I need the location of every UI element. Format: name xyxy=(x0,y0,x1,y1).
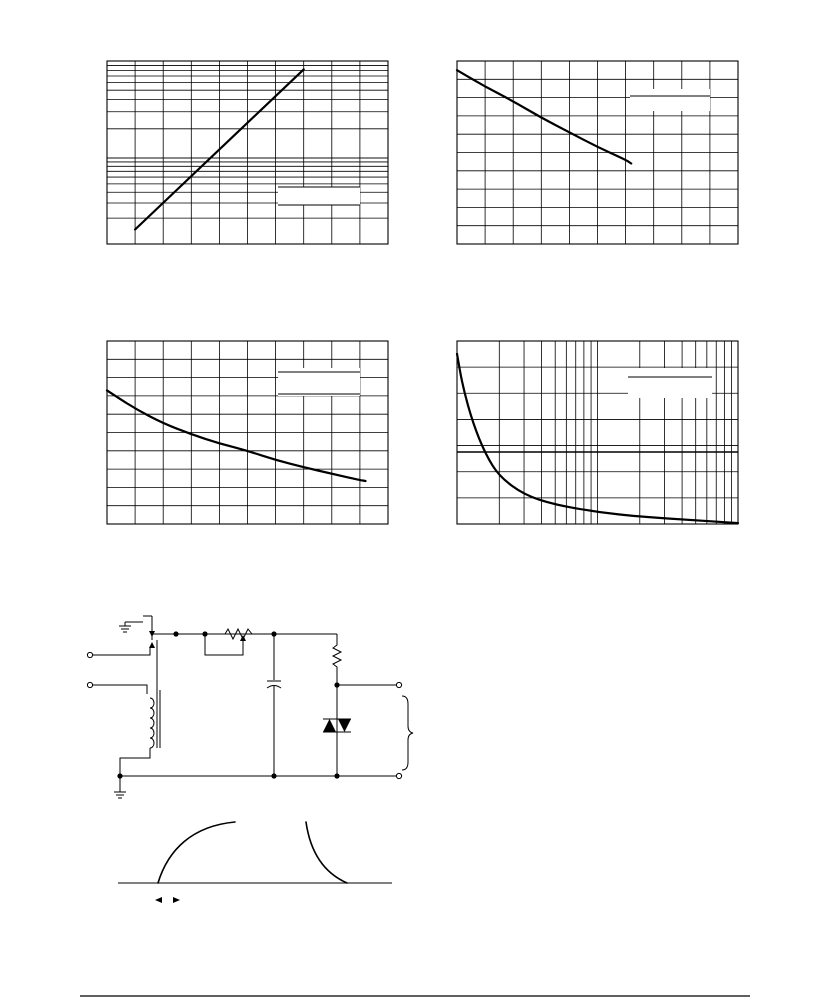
ground-symbol-top xyxy=(119,622,143,632)
input-wire-1 xyxy=(93,648,150,655)
chart-1-legend-box xyxy=(278,187,360,205)
input-terminal-1 xyxy=(87,652,92,657)
inductor-coil xyxy=(150,698,154,748)
output-terminal-bottom xyxy=(396,773,401,778)
rheostat-wiper-wire xyxy=(205,634,243,655)
input-terminal-2 xyxy=(87,682,92,687)
diode-triangle-icon xyxy=(338,719,351,732)
ground-symbol-bottom xyxy=(114,776,126,798)
chart-2-grid xyxy=(457,61,738,244)
chart-3 xyxy=(107,341,388,524)
chart-4-legend-box xyxy=(628,368,712,398)
junction-dot xyxy=(173,631,178,636)
output-brace xyxy=(402,696,413,770)
chart-2-legend-box xyxy=(630,89,710,111)
left-arrow-icon xyxy=(155,897,162,903)
switch-contact xyxy=(143,616,155,648)
coil-return-wire xyxy=(120,748,150,776)
chart-2-series-line xyxy=(457,70,631,163)
right-arrow-icon xyxy=(173,897,180,903)
input-wire-2 xyxy=(93,685,147,694)
waveform-falling-curve xyxy=(306,822,347,883)
diode-triangle-icon xyxy=(323,719,336,732)
output-terminal-top xyxy=(396,682,401,687)
chart-3-series-line xyxy=(107,390,366,481)
chart-4 xyxy=(457,341,738,524)
chart-2 xyxy=(457,61,738,244)
chart-1 xyxy=(107,61,388,244)
waveform-diagram xyxy=(118,822,392,903)
series-resistor xyxy=(333,634,341,685)
circuit-diagram xyxy=(87,616,413,798)
waveform-rising-curve xyxy=(158,822,235,883)
